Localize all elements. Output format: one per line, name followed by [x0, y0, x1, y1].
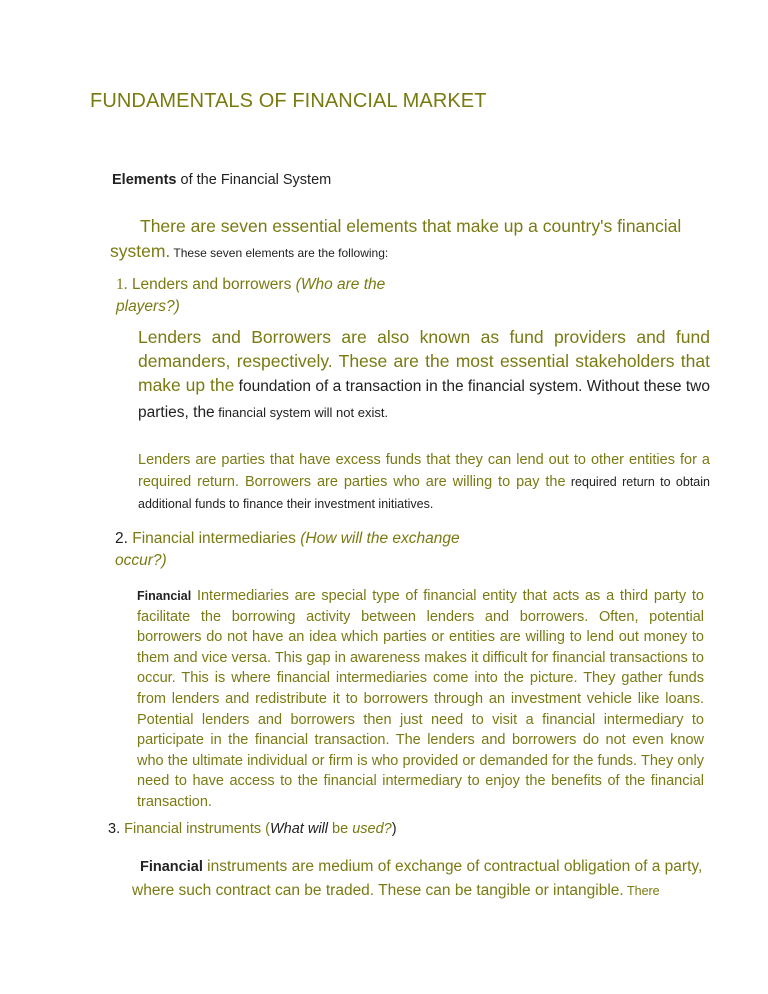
section-3-body: instruments are medium of exchange of contractual obligation of a party, where such contract can be traded. These can be tangible or intangible.	[132, 858, 703, 899]
section-3-italic-b: used?	[352, 821, 392, 837]
section-1-p1-medium: foundation of a transaction in the financial system. Without these two parties, the	[138, 378, 710, 421]
section-1-paragraph-2	[138, 449, 710, 515]
section-1-paragraph-1	[138, 325, 710, 425]
section-2-paragraph	[137, 586, 704, 813]
section-2-title: Financial intermediaries	[132, 530, 296, 547]
section-1-p1-small: financial system will not exist.	[214, 405, 389, 420]
intro-paragraph	[110, 214, 710, 266]
section-2-heading	[115, 528, 495, 572]
section-2-number: 2.	[115, 530, 128, 547]
section-1-p2-large: Lenders are parties that have excess funds that they can lend out to other entities for a required return. Borrowers are parties who are willing to pay the	[138, 452, 710, 490]
section-3-body-small: There	[623, 884, 660, 898]
subtitle-rest: of the Financial System	[176, 172, 332, 188]
intro-large: There are seven essential elements that make up a country's financial system.	[110, 216, 682, 261]
section-1-p2-small: required return to obtain additional funds to finance their investment initiatives.	[138, 475, 710, 511]
subtitle-bold: Elements	[112, 172, 177, 188]
subtitle	[112, 172, 331, 188]
section-1-heading	[116, 274, 436, 318]
section-2-question: (How will the exchange occur?)	[115, 530, 460, 569]
section-3-bold: Financial	[140, 859, 203, 875]
section-3-heading	[108, 818, 528, 840]
section-1-title: Lenders and borrowers	[131, 276, 292, 293]
intro-small: These seven elements are the following:	[170, 246, 389, 260]
section-2-body: Intermediaries are special type of financial entity that acts as a third party to facilitate the borrowing activity between lenders and borrowers. Often, potential borrowers do not have an idea which parties or entities are willing to lend out money to them and vice versa. This gap in awareness makes it difficult for financial transactions to occur. This is where financial intermediaries come into the picture. They gather funds from lenders and redistribute it to borrowers through an investment vehicle like loans. Potential lenders and borrowers then just need to visit a financial intermediary to participate in the financial transaction. The lenders and borrowers do not even know who the ultimate individual or firm is who provided or demanded for the funds. They only need to have access to the financial intermediary to enjoy the benefits of the financial transaction.	[137, 588, 704, 810]
section-3-number: 3.	[108, 821, 121, 837]
section-3-title-c: )	[391, 821, 397, 837]
section-3-italic-a: What will	[269, 821, 328, 837]
page-title: FUNDAMENTALS OF FINANCIAL MARKET	[90, 90, 487, 112]
section-3-paragraph	[132, 855, 710, 903]
section-3-title-b: be	[328, 821, 353, 837]
section-1-number: 1.	[116, 276, 128, 293]
section-1-p1-large: Lenders and Borrowers are also known as fund providers and fund demanders, respectively. These are the most essential stakeholders that make up the	[138, 327, 710, 395]
section-3-title-a: Financial instruments (	[120, 821, 270, 837]
section-2-bold: Financial	[137, 589, 192, 603]
section-1-question: (Who are the players?)	[116, 276, 386, 315]
